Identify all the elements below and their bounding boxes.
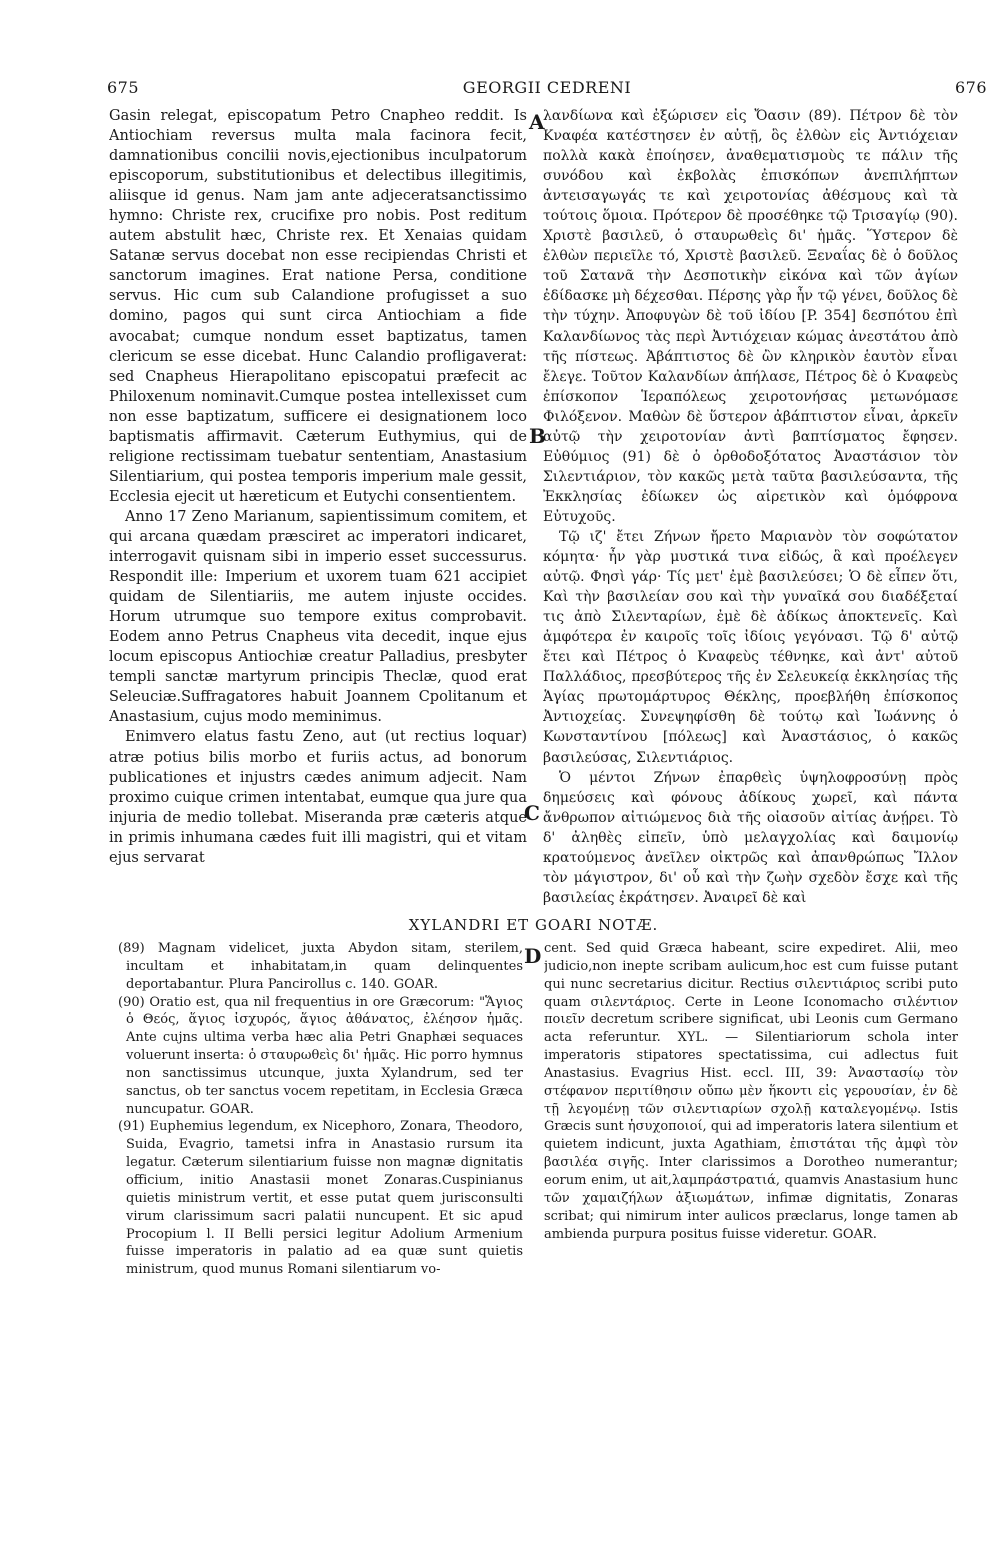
greek-paragraph-2: Τῷ ιζ' ἔτει Ζήνων ἤρετο Μαριανὸν τὸν σοφώτατον κόμητα· ἦν γὰρ μυστικά τινα εἰδώς, ἃ καὶ προέλεγεν αὐτῷ. Φησὶ γάρ· Τίς μετ' ἐμὲ βασιλεύσει; Ὁ δὲ εἶπεν ὅτι, Καὶ τὴν βασιλείαν σου καὶ τὴν γυναῖκά σου διαδέξεταί τις ἀπὸ Σιλενταρίων, ἐμὲ δὲ ἀδίκως ἀποκτενεῖς. Καὶ ἀμφότερα ἐν καιροῖς τοῖς ἰδίοις γεγόνασι. Τῷ δ' αὐτῷ ἔτει καὶ Πέτρος ὁ Κναφεὺς τέθνηκε, καὶ ἀντ' αὐτοῦ Παλλάδιος, πρεσβύτερος τῆς ἐν Σελευκείᾳ ἐκκλησίας τῆς Ἁγίας πρωτομάρτυρος Θέκλης, προεβλήθη ἐπίσκοπος Ἀντιοχείας. Συνεψηφίσθη δὲ τούτῳ καὶ Ἰωάννης ὁ Κωνσταντίνου [πόλεως] καὶ Ἀναστάσιος, ὁ κακῶς βασιλεύσας, Σιλεντιάριος.: [543, 528, 958, 766]
note-89: (89) Magnam videlicet, juxta Abydon sitam, sterilem, incultam et inhabitatam,in quam delinquentes deportabantur. Plura Pancirollus c. 140. GOAR.: [118, 941, 523, 992]
notes-left-column: [118, 940, 523, 1510]
page-number-left: 675: [107, 78, 140, 97]
notes-heading: XYLANDRI ET GOARI NOTÆ.: [408, 916, 659, 934]
running-title: GEORGII CEDRENI: [462, 78, 632, 97]
greek-paragraph-1: λανδίωνα καὶ ἐξώρισεν εἰς Ὄασιν (89). Πέτρον δὲ τὸν Κναφέα κατέστησεν ἐν αὐτῇ, ὃς ἐλθὼν εἰς Ἀντιόχειαν πολλὰ κακὰ ἐποίησεν, ἀναθεματισμοὺς τε πάλιν τῆς συνόδου καὶ ἐκβολὰς ἐπισκόπων ἀνεπιλήπτων ἀντεισαγωγάς τε καὶ χειροτονίας ἀθέσμους καὶ τὰ τούτοις ὅμοια. Πρότερον δὲ προσέθηκε τῷ Τρισαγίῳ (90). Χριστὲ βασιλεῦ, ὁ σταυρωθεὶς δι' ἡμᾶς. Ὕστερον δὲ ἐλθὼν περιεῖλε τό, Χριστὲ βασιλεῦ. Ξεναΐας δὲ ὁ δοῦλος τοῦ Σατανᾶ τὴν Δεσποτικὴν εἰκόνα καὶ τῶν ἁγίων ἐδίδασκε μὴ δέχεσθαι. Πέρσης γὰρ ἦν τῷ γένει, δοῦλος δὲ τὴν τύχην. Ἀποφυγὼν δὲ τοῦ ἰδίου [P. 354] δεσπότου ἐπὶ Καλανδίωνος τὰς περὶ Ἀντιόχειαν κώμας ἀνεστάτου ἀπὸ τῆς πίστεως. Ἀβάπτιστος δὲ ὢν κληρικὸν ἑαυτὸν εἶναι ἔλεγε. Τοῦτον Καλανδίων ἀπήλασε, Πέτρος δὲ ὁ Κναφεὺς ἐπίσκοπον Ἱεραπόλεως χειροτονήσας μετωνόμασε Φιλόξενον. Μαθὼν δὲ ὕστερον ἀβάπτιστον εἶναι, ἀρκεῖν αὐτῷ τὴν χειροτονίαν ἀντὶ βαπτίσματος ἔφησεν. Εὐθύμιος (91) δὲ ὁ ὀρθοδοξότατος Ἀναστάσιον τὸν Σιλεντιάριον, τὸν κακῶς μετὰ ταῦτα βασιλεύσαντα, τῆς Ἐκκλησίας ἐδίωκεν ὡς αἱρετικὸν καὶ ὁμόφρονα Εὐτυχοῦς.: [543, 108, 958, 525]
section-marker-c: C: [524, 801, 540, 825]
section-marker-a: A: [529, 110, 545, 134]
note-90: (90) Oratio est, qua nil frequentius in ore Græcorum: "Ἅγιος ὁ Θεός, ἅγιος ἰσχυρός, ἅγιος ἀθάνατος, ἐλέησον ἡμᾶς. Ante cujns ultima verba hæc alia Petri Gnaphæi sequaces voluerunt inserta: ὁ σταυρωθεὶς δι' ἡμᾶς. Hic porro hymnus non sanctissimus utcunque, juxta Xylandrum, sed ter sanctus, ob ter sanctus vocem repetitam, in Ecclesia Græca nuncupatur. GOAR.: [118, 994, 523, 1117]
notes-right-column: [544, 940, 958, 1510]
latin-paragraph-2: Anno 17 Zeno Marianum, sapientissimum comitem, et qui arcana quædam præsciret ac imperatori indicaret, interrogavit quisnam sibi in imperio esset successurus. Respondit ille: Imperium et uxorem tuam 621 accipiet quidam de Silentiariis, me autem injuste occides. Horum utrumque suo tempore exitus comprobavit. Eodem anno Petrus Cnapheus vita decedit, inque ejus locum episcopus Antiochiæ creatur Palladius, presbyter templi sanctæ martyrum principis Theclæ, quod erat Seleuciæ.Suffragatores habuit Joannem Cpolitanum et Anastasium, cujus modo meminimus.: [109, 508, 527, 726]
running-header: [107, 78, 987, 102]
note-91: (91) Euphemius legendum, ex Nicephoro, Zonara, Theodoro, Suida, Evagrio, tametsi infra in Anastasio rursum ita legatur. Cæterum silentiarium fuisse non magnæ dignitatis officium, initio Anastasii monet Zonaras.Cuspinianus quietis ministrum vertit, et esse putat quem jurisconsulti virum clarissimum sacri palatii nuncupent. Et sic apud Procopium l. II Belli persici legitur Adolium Armenium fuisse imperatoris in palatio ad ea quæ sunt quietis ministrum, quod munus Romani silentiarum vo-: [118, 1119, 523, 1278]
section-marker-d: D: [524, 944, 542, 968]
latin-paragraph-1: Gasin relegat, episcopatum Petro Cnapheo reddit. Is Antiochiam reversus multa mala facinora fecit, damnationibus concilii novis,ejectionibus inculpatorum episcoporum, substitutionibus et delectibus illegitimis, aliisque id genus. Nam jam ante adjeceratsanctissimo hymno: Christe rex, crucifixe pro nobis. Post reditum autem abstulit hæc, Christe rex. Et Xenaias quidam Satanæ servus docebat non esse recipiendas Christi et sanctorum imagines. Erat natione Persa, conditione servus. Hic cum sub Calandione profugisset a suo domino, pagos qui sunt circa Antiochiam a fide avocabat; cumque nondum esset baptizatus, tamen clericum se esse dicebat. Hunc Calandio profligaverat: sed Cnapheus Hierapolitano episcopatui præfecit ac Philoxenum nominavit.Cumque postea intellexisset cum non esse baptizatum, sufficere ei designationem loco baptismatis affirmavit. Cæterum Euthymius, qui de religione rectissimam tuebatur sententiam, Anastasium Silentiarium, qui postea temporis imperium male gessit, Ecclesia ejecit ut hæreticum et Eutychi consentientem.: [109, 108, 527, 505]
note-91-continued: cent. Sed quid Græca habeant, scire expediret. Alii, meo judicio,non inepte scribam aulicum,hoc est cum fuisse putant qui nunc secretarius dicitur. Rectius σιλεντιάριος scribi puto quam σιλεντάριος. Certe in Leone Iconomacho σιλέντιον ποιεῖν decretum scribere significat, ubi Leonis cum Germano acta referuntur. XYL. — Silentiariorum schola inter imperatoris stipatores spectatissima, cui adlectus fuit Anastasius. Evagrius Hist. eccl. III, 39: Ἀναστασίῳ τὸν στέφανον περιτίθησιν οὔπω μὲν ἥκοντι εἰς γερουσίαν, ἐν δὲ τῇ λεγομένῃ τῶν σιλεντιαρίων σχολῇ καταλεγομένῳ. Istis Græcis sunt ἡσυχοποιοί, qui ad imperatoris latera silentium et quietem indicunt, juxta Agathiam, ἐπιστάται τῆς ἀμφὶ τὸν βασιλέα σιγῆς. Inter clarissimos a Dorotheo numerantur; eorum enim, ut ait,λαμπράστρατιά, quamvis Anastasium hunc τῶν χαμαιζήλων ἀξιωμάτων, infimæ dignitatis, Zonaras scribat; qui nimirum inter aulicos præclarus, longe tamen ab ambienda purpura positus fuisse videretur. GOAR.: [544, 941, 958, 1242]
latin-paragraph-3: Enimvero elatus fastu Zeno, aut (ut rectius loquar) atræ potius bilis morbo et furiis actus, ad bonorum publicationes et injustrs cædes animum adjecit. Nam proximo cuique crimen intentabat, eumque qua jure qua injuria de medio tollebat. Miseranda præ cæteris atque in primis inhumana cædes fuit illi magistri, qui et vitam ejus servarat: [109, 729, 527, 866]
section-marker-b: B: [529, 424, 546, 448]
page-number-right: 676: [954, 78, 987, 97]
latin-translation-column: [109, 106, 527, 914]
greek-paragraph-3: Ὁ μέντοι Ζήνων ἐπαρθεὶς ὑψηλοφροσύνῃ πρὸς δημεύσεις καὶ φόνους ἀδίκους χωρεῖ, καὶ πάντα ἄνθρωπον αἰτιώμενος διὰ τῆς οἰασοῦν αἰτίας ἀνῄρει. Τὸ δ' ἀληθὲς εἰπεῖν, ὑπὸ μελαγχολίας καὶ δαιμονίῳ κρατούμενος ἀνεῖλεν οἰκτρῶς καὶ ἀπανθρώπως Ἴλλον τὸν μάγιστρον, δι' οὗ καὶ τὴν ζωὴν σχεδὸν ἔσχε καὶ τῆς βασιλείας ἐκράτησεν. Ἀναιρεῖ δὲ καὶ: [543, 769, 958, 906]
greek-text-column: [543, 106, 958, 914]
